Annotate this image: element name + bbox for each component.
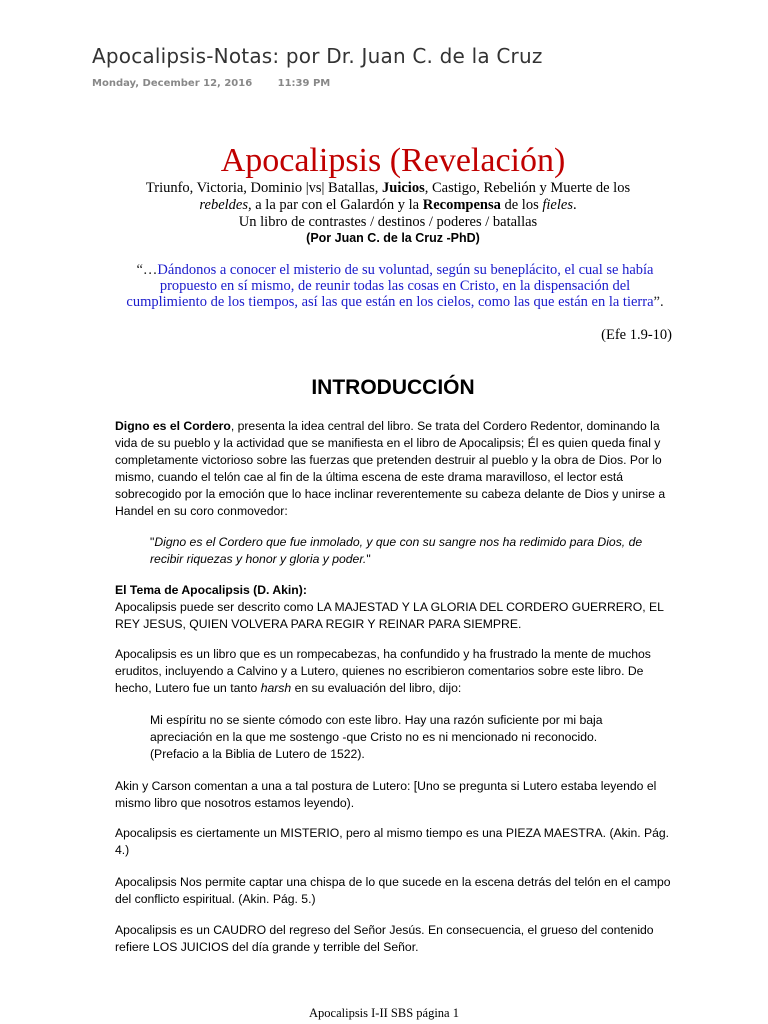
subtitle-text: , a la par con el Galardón y la [248,197,423,213]
paragraph-akin-carson: Akin y Carson comentan a una a tal postura de Lutero: [Uno se pregunta si Lutero estaba leyendo el mismo libro que nosotros estamos leyendo). [115,779,657,810]
subtitle-text: . [572,197,577,213]
quote-mark: “… [136,262,158,278]
quote-mark: ”. [653,294,664,310]
paragraph-puzzle [115,646,675,697]
luther-quote: Mi espíritu no se siente cómodo con este libro. Hay una razón suficiente por mi baja apreciación en la que me sostengo -que Cristo no es ni mencionado ni reconocido. (Prefacio a la Biblia de Lutero de 1522). [150,713,603,761]
paragraph-italic: harsh [260,681,292,695]
note-time: 11:39 PM [277,78,331,89]
theme-heading: El Tema de Apocalipsis (D. Akin): [115,583,307,597]
page-footer: Apocalipsis I-II SBS página 1 [309,1006,459,1020]
quote-mark: " [366,552,371,566]
note-meta [92,78,330,89]
paragraph-text: Apocalipsis es un libro que es un rompecabezas, ha confundido y ha frustrado la mente de muchos eruditos, incluyendo a Calvino y a Lutero, quienes no escribieron comentarios sobre este libro. De hecho, Lutero fue un tanto [115,647,651,695]
paragraph-spark: Apocalipsis Nos permite captar una chispa de lo que sucede en la escena detrás del telón en el campo del conflicto espiritual. (Akin. Pág. 5.) [115,875,671,906]
paragraph-return: Apocalipsis es un CAUDRO del regreso del Señor Jesús. En consecuencia, el grueso del contenido refiere LOS JUICIOS del día grande y terrible del Señor. [115,923,654,954]
theme-text: Apocalipsis puede ser descrito como LA MAJESTAD Y LA GLORIA DEL CORDERO GUERRERO, EL REY JESUS, QUIEN VOLVERA PARA REGIR Y REINAR PARA SIEMPRE. [115,600,664,631]
subtitle-italic: rebeldes [199,197,248,213]
paragraph-text: en su evaluación del libro, dijo: [291,681,462,695]
section-heading: INTRODUCCIÓN [311,376,475,399]
subtitle-bold: Recompensa [422,197,501,213]
handel-quote [150,534,670,568]
theme-section [115,582,675,633]
paragraph-text: , presenta la idea central del libro. Se trata del Cordero Redentor, dominando la vida de su pueblo y la actividad que se manifiesta en el libro de Apocalipsis; Él es quien queda final y completamente victorioso sobre las fuerzas que pretenden destruir al pueblo y la obra de Dios. Por lo mismo, cuando el telón cae al fin de la última escena de este drama maravilloso, el lector está sobrecogido por la emoción que lo hace inclinar reverentemente su cabeza delante de Dios y unirse a Handel en su coro conmovedor: [115,419,666,518]
document-title: Apocalipsis (Revelación) [220,142,566,179]
subtitle-italic: fieles [542,197,573,213]
subtitle-text: , Castigo, Rebelión y Muerte de los [424,180,631,196]
quote-text: Digno es el Cordero que fue inmolado, y que con su sangre nos ha redimido para Dios, de recibir riquezas y honor y gloria y poder. [150,535,643,566]
author-byline: (Por Juan C. de la Cruz -PhD) [306,231,480,245]
subtitle-line3: Un libro de contrastes / destinos / poderes / batallas [238,214,538,230]
subtitle-text: Triunfo, Victoria, Dominio |vs| Batallas, [145,180,383,196]
note-date: Monday, December 12, 2016 [92,78,253,89]
document-subtitle [120,180,656,231]
bible-verse [118,262,672,310]
quote-mark: " [150,535,155,549]
subtitle-bold: Juicios [382,180,425,196]
paragraph-bold: Digno es el Cordero [115,419,231,433]
verse-reference: (Efe 1.9-10) [601,327,672,343]
note-title: Apocalipsis-Notas: por Dr. Juan C. de la Cruz [92,44,543,68]
paragraph-intro [115,418,675,520]
verse-text: Dándonos a conocer el misterio de su voluntad, según su beneplácito, el cual se había propuesto en sí mismo, de reunir todas las cosas en Cristo, en la dispensación del cumplimiento de los tiempos, así las que están en los cielos, como las que están en la tierra [126,262,654,310]
paragraph-mystery: Apocalipsis es ciertamente un MISTERIO, pero al mismo tiempo es una PIEZA MAESTRA. (Akin. Pág. 4.) [115,826,670,857]
subtitle-text: de los [500,197,543,213]
